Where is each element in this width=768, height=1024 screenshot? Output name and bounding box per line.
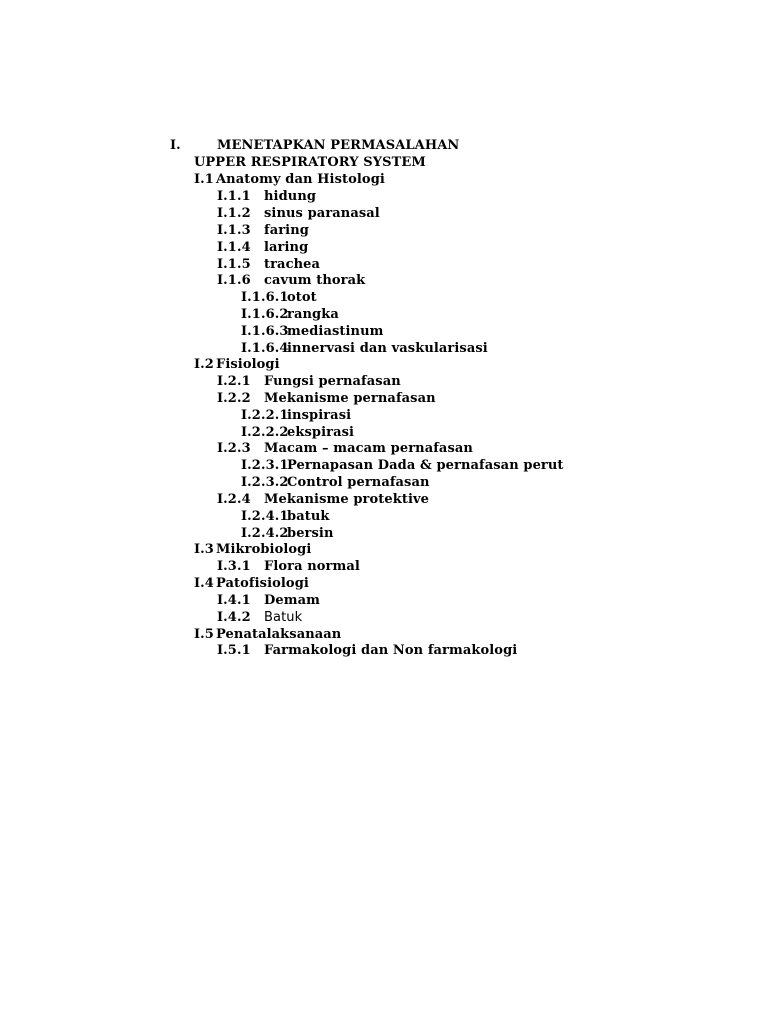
outline-item-number: I.4.2 [217, 610, 251, 625]
outline-item-number: I.3 [194, 542, 214, 557]
outline-item-text: trachea [264, 257, 321, 272]
outline-item-text: bersin [287, 526, 334, 541]
outline-item-number: I.2.4.1 [241, 509, 289, 524]
outline-item-text: Batuk [264, 610, 303, 625]
outline-item-number: I.2.3.2 [241, 475, 289, 490]
outline-item-text: otot [287, 290, 317, 305]
outline-item-number: I.2.2.2 [241, 425, 289, 440]
outline-item-number: I.4 [194, 576, 214, 591]
outline-item-number: I.2.3.1 [241, 458, 289, 473]
outline-item-text: Control pernafasan [287, 475, 430, 490]
outline-item-text: Fungsi pernafasan [264, 374, 401, 389]
outline-item-text: Patofisiologi [216, 576, 309, 591]
outline-item-text: Mikrobiologi [216, 542, 312, 557]
outline-item-text: Fisiologi [216, 357, 280, 372]
outline-item-text: Pernapasan Dada & pernafasan perut [287, 458, 564, 473]
outline-item-text: innervasi dan vaskularisasi [287, 341, 488, 356]
outline-item-number: I.3.1 [217, 559, 251, 574]
outline-item-number: I.2.4.2 [241, 526, 289, 541]
outline-item-text: laring [264, 240, 309, 255]
outline-item-number: I.5 [194, 627, 214, 642]
outline-item-text: rangka [287, 307, 339, 322]
outline-item-number: I.1.5 [217, 257, 251, 272]
outline-item-text: Penatalaksanaan [216, 627, 342, 642]
outline-item-text: hidung [264, 189, 317, 204]
outline-item-text: mediastinum [287, 324, 384, 339]
outline-item-text: MENETAPKAN PERMASALAHAN [217, 138, 460, 153]
outline-item-number: I.1.6.4 [241, 341, 289, 356]
outline-item-number: I.2.2.1 [241, 408, 289, 423]
outline-item-number: I.1.6.1 [241, 290, 289, 305]
outline-item-text: Demam [264, 593, 320, 608]
outline-item-number: I.2.3 [217, 441, 251, 456]
outline-item-number: I.1.2 [217, 206, 251, 221]
outline-item-number: I.2.2 [217, 391, 251, 406]
outline-item-number: I.2.4 [217, 492, 251, 507]
outline-item-number: I.1.6.2 [241, 307, 289, 322]
outline-item-text: UPPER RESPIRATORY SYSTEM [194, 155, 426, 170]
outline-item-text: Farmakologi dan Non farmakologi [264, 643, 518, 658]
outline-item-text: cavum thorak [264, 273, 366, 288]
outline-item-number: I.4.1 [217, 593, 251, 608]
outline-item-text: inspirasi [287, 408, 352, 423]
outline-item-text: batuk [287, 509, 330, 524]
outline-item-text: Flora normal [264, 559, 360, 574]
outline-item-text: ekspirasi [287, 425, 355, 440]
outline-item-number: I.1.6 [217, 273, 251, 288]
outline-item-text: Mekanisme pernafasan [264, 391, 436, 406]
outline-item-text: Macam – macam pernafasan [264, 441, 473, 456]
outline-item-number: I.1 [194, 172, 214, 187]
outline-item-text: Mekanisme protektive [264, 492, 430, 507]
outline-item-text: Anatomy dan Histologi [216, 172, 385, 187]
outline-item-number: I.1.1 [217, 189, 251, 204]
outline-item-text: sinus paranasal [264, 206, 380, 221]
outline-item-number: I.2.1 [217, 374, 251, 389]
outline-item-text: faring [264, 223, 309, 238]
outline-item-number: I.1.3 [217, 223, 251, 238]
outline-item-number: I.1.6.3 [241, 324, 289, 339]
outline-item-number: I. [170, 138, 181, 153]
outline-item-number: I.2 [194, 357, 214, 372]
outline-item-number: I.5.1 [217, 643, 251, 658]
outline-item-number: I.1.4 [217, 240, 251, 255]
